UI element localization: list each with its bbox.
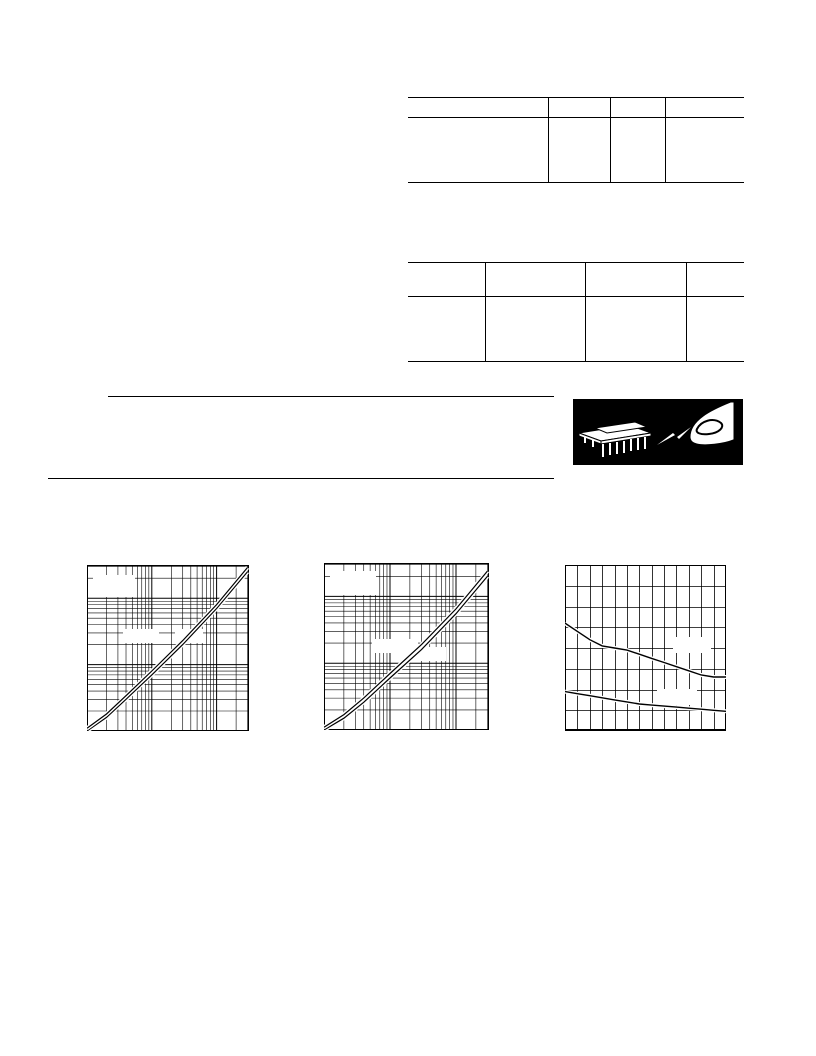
- table-2-header-cell: [585, 263, 686, 297]
- chart-1: [87, 565, 249, 731]
- label-box: [372, 639, 418, 653]
- table-2-header-cell: [408, 263, 485, 297]
- chart-3: [565, 565, 726, 731]
- table-2-cell: [585, 297, 686, 362]
- table-1-header-cell: [610, 98, 665, 118]
- table-1-cell: [408, 118, 548, 183]
- label-box: [657, 689, 697, 705]
- label-box: [330, 571, 376, 595]
- table-1-cell: [665, 118, 744, 183]
- table-2-cell: [408, 297, 485, 362]
- section-bottom-rule: [48, 478, 554, 479]
- table-1-cell: [610, 118, 665, 183]
- table-2-cell: [485, 297, 585, 362]
- ic-chip-logo: [573, 399, 743, 465]
- label-box: [673, 637, 711, 653]
- table-1-cell: [548, 118, 610, 183]
- table-2-header-cell: [485, 263, 585, 297]
- label-box: [123, 629, 159, 643]
- label-box: [93, 575, 135, 597]
- chart-2: [324, 563, 489, 730]
- table-1-header-cell: [408, 98, 548, 118]
- spec-table-1: [408, 97, 744, 183]
- section-top-rule: [108, 396, 554, 397]
- chart-2-svg: [324, 563, 489, 730]
- table-2-cell: [686, 297, 744, 362]
- table-1-header-cell: [665, 98, 744, 118]
- chart-3-svg: [565, 565, 726, 731]
- spec-table-2: [408, 262, 744, 362]
- chart-1-svg: [87, 565, 249, 731]
- table-2-header-cell: [686, 263, 744, 297]
- table-1-header-cell: [548, 98, 610, 118]
- chip-with-lightning-and-finger-icon: [573, 399, 743, 465]
